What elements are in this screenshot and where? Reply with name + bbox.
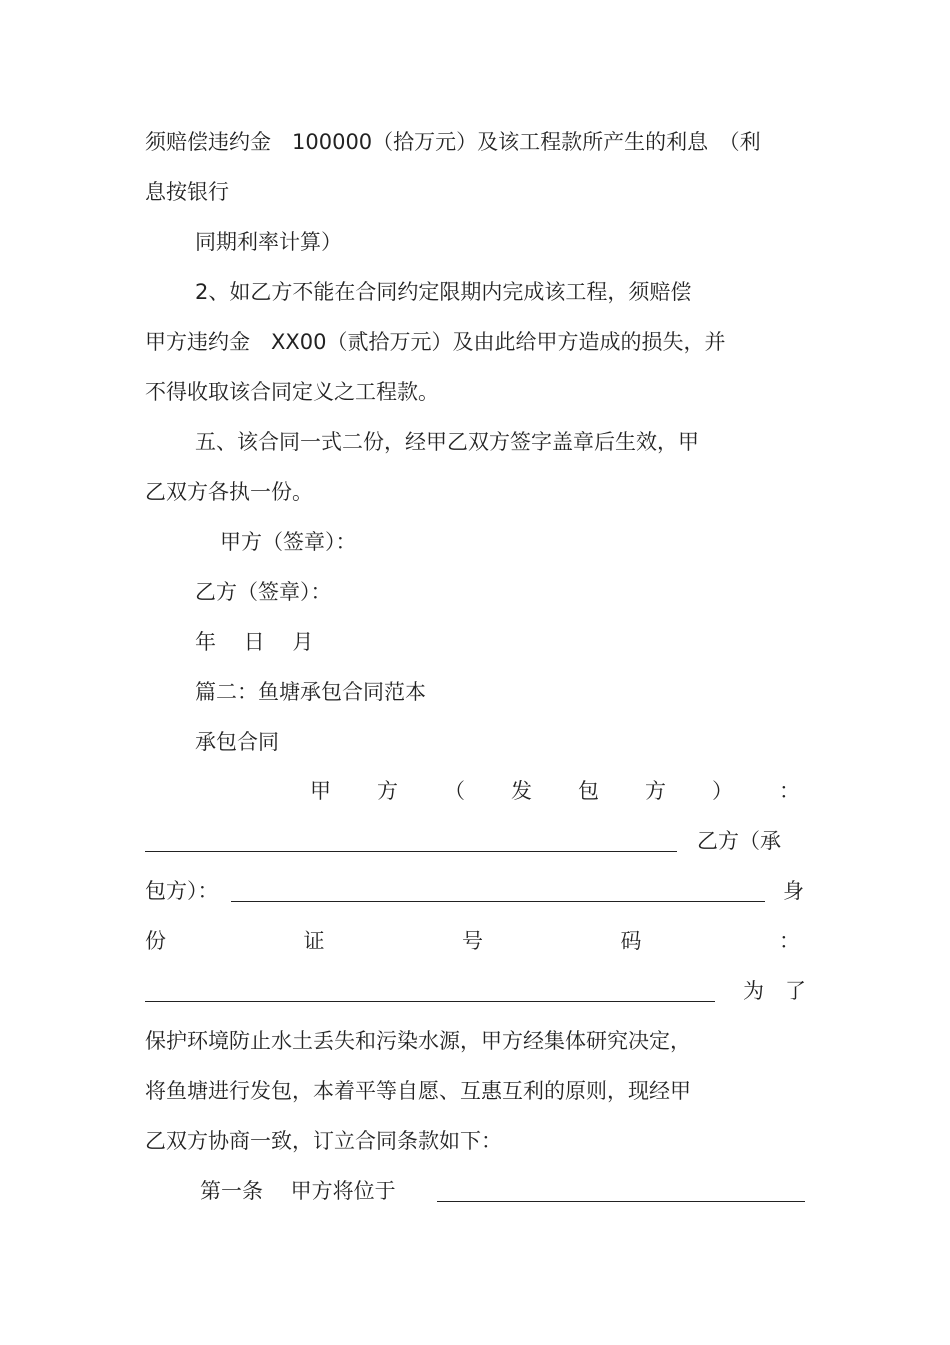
paragraph-line-penalty-2: 息按银行 — [145, 180, 229, 204]
id-char: 证 — [303, 929, 325, 953]
article-1-blank-line — [437, 1201, 805, 1202]
id-label-start: 身 — [783, 879, 804, 903]
party-a-char: ） — [712, 779, 733, 803]
party-a-char: 甲 — [310, 779, 331, 803]
purpose-line-1: 保护环境防止水土丢失和污染水源，甲方经集体研究决定， — [145, 1029, 691, 1053]
id-char: ： — [779, 929, 800, 953]
party-a-char: 发 — [511, 779, 532, 803]
id-char: 份 — [145, 929, 166, 953]
clause-5-line-1: 五、该合同一式二份，经甲乙双方签字盖章后生效，甲 — [195, 430, 699, 454]
party-a-char: ： — [779, 779, 800, 803]
id-blank-line — [145, 1001, 715, 1002]
party-b-signature-label: 乙方（签章）： — [195, 580, 332, 604]
id-char: 码 — [620, 929, 642, 953]
party-a-char: 方 — [377, 779, 398, 803]
id-char: 号 — [462, 929, 483, 953]
party-a-line — [310, 777, 800, 805]
party-b-blank-line — [231, 901, 765, 902]
purpose-line-3: 乙双方协商一致，订立合同条款如下： — [145, 1129, 502, 1153]
clause-2-line-2: 甲方违约金 XX00（贰拾万元）及由此给甲方造成的损失，并 — [145, 330, 726, 354]
party-a-char: （ — [444, 779, 465, 803]
clause-2-line-3: 不得收取该合同定义之工程款。 — [145, 380, 439, 404]
paragraph-line-interest-rate: 同期利率计算） — [195, 230, 342, 254]
id-number-line — [145, 927, 800, 955]
party-a-blank-line — [145, 851, 677, 852]
date-label: 年 日 月 — [195, 630, 314, 654]
paragraph-line-penalty-1: 须赔偿违约金 100000（拾万元）及该工程款所产生的利息 （利 — [145, 130, 761, 154]
party-b-label-end: 包方）： — [145, 879, 219, 903]
purpose-line-2: 将鱼塘进行发包，本着平等自愿、互惠互利的原则，现经甲 — [145, 1079, 691, 1103]
article-1-label: 第一条 甲方将位于 — [200, 1179, 396, 1203]
contract-title: 承包合同 — [195, 730, 279, 754]
party-a-signature-label: 甲方（签章）： — [220, 530, 357, 554]
section-title: 篇二：鱼塘承包合同范本 — [195, 680, 426, 704]
party-a-char: 方 — [645, 779, 666, 803]
clause-5-line-2: 乙双方各执一份。 — [145, 480, 313, 504]
party-a-char: 包 — [578, 779, 599, 803]
clause-2-line-1: 2、如乙方不能在合同约定限期内完成该工程，须赔偿 — [195, 280, 692, 304]
party-b-label-start: 乙方（承 — [697, 829, 781, 853]
purpose-start: 为 了 — [743, 979, 806, 1003]
